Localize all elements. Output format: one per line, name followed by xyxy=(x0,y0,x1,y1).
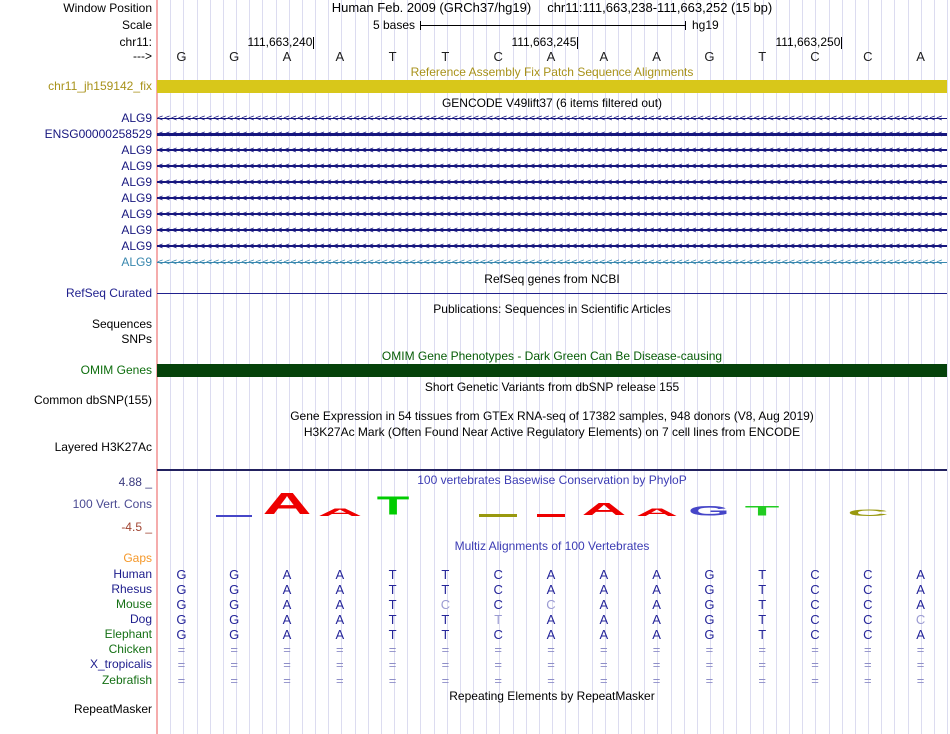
alignment-base: C xyxy=(810,597,820,612)
alignment-base: = xyxy=(177,657,186,672)
alignment-base: = xyxy=(494,673,502,688)
alignment-base: = xyxy=(547,673,555,688)
sequence-base: A xyxy=(546,49,556,64)
alignment-base: C xyxy=(863,582,873,597)
gene-strand-arrows[interactable]: <<<<<<<<<<<<<<<<<<<<<<<<<<<<<<<<<<<<<<<<<<<<<<<<<<<<<<<<<<<<<<<<<<<<<<<<<<<<<<<<<<<<<<<<<<<<<<<<<<<<<<<<<<<<<<<< xyxy=(157,257,944,268)
alignment-base: C xyxy=(863,627,873,642)
logo-base-A xyxy=(537,514,565,517)
alignment-base: G xyxy=(176,612,187,627)
assembly-position-title xyxy=(157,1,947,14)
alignment-base: T xyxy=(441,567,450,582)
gene-row-label[interactable]: ALG9 xyxy=(121,159,152,173)
alignment-base: C xyxy=(863,612,873,627)
alignment-base: G xyxy=(704,627,715,642)
phylop-row-label[interactable]: 100 Vert. Cons xyxy=(72,497,152,511)
alignment-base: C xyxy=(810,582,820,597)
alignment-base: T xyxy=(494,612,503,627)
scale-bar-right-tick xyxy=(685,21,686,30)
alignment-base: = xyxy=(600,657,608,672)
gene-strand-arrows[interactable]: <<<<<<<<<<<<<<<<<<<<<<<<<<<<<<<<<<<<<<<<<<<<<<<<<<<<<<<<<<<<<<<<<<<<<<<<<<<<<<<<<<<<<<<<<<<<<<<<<<<<<<<<<<<<<<<< xyxy=(157,129,944,140)
alignment-base: A xyxy=(335,627,345,642)
alignment-base: A xyxy=(599,582,609,597)
gene-strand-arrows[interactable]: <<<<<<<<<<<<<<<<<<<<<<<<<<<<<<<<<<<<<<<<<<<<<<<<<<<<<<<<<<<<<<<<<<<<<<<<<<<<<<<<<<<<<<<<<<<<<<<<<<<<<<<<<<<<<<<< xyxy=(157,193,944,204)
species-label-x_tropicalis[interactable]: X_tropicalis xyxy=(89,657,152,671)
logo-base-G xyxy=(216,515,252,517)
gene-strand-arrows[interactable]: <<<<<<<<<<<<<<<<<<<<<<<<<<<<<<<<<<<<<<<<<<<<<<<<<<<<<<<<<<<<<<<<<<<<<<<<<<<<<<<<<<<<<<<<<<<<<<<<<<<<<<<<<<<<<<<< xyxy=(157,209,944,220)
ruler-tick-label: 111,663,250 xyxy=(775,35,841,49)
sequence-base: C xyxy=(810,49,820,64)
gene-row-label[interactable]: ALG9 xyxy=(121,207,152,221)
alignment-base: C xyxy=(493,627,503,642)
alignment-base: T xyxy=(441,612,450,627)
strand-direction-label[interactable]: ---> xyxy=(133,49,152,63)
phylop-min-value: -4.5 _ xyxy=(121,520,152,534)
repeatmasker-row-label[interactable]: RepeatMasker xyxy=(73,702,152,716)
genome-label: hg19 xyxy=(692,18,719,32)
alignment-base: = xyxy=(230,657,238,672)
ruler-tickmark xyxy=(577,37,578,49)
logo-base-C xyxy=(479,514,517,517)
dbsnp-track-title[interactable]: Short Genetic Variants from dbSNP release 155 xyxy=(424,380,680,394)
alignment-base: = xyxy=(547,657,555,672)
conservation-logo[interactable] xyxy=(155,480,947,522)
ruler-tick-label: 111,663,245 xyxy=(511,35,577,49)
alignment-base: G xyxy=(229,612,240,627)
phylop-max-value: 4.88 _ xyxy=(118,475,152,489)
alignment-base: A xyxy=(335,567,345,582)
alignment-base: A xyxy=(916,627,925,642)
alignment-base: G xyxy=(704,582,715,597)
alignment-base: = xyxy=(705,657,714,672)
alignment-base: = xyxy=(652,673,661,688)
logo-base-T: T xyxy=(376,492,409,521)
alignment-base: C xyxy=(440,597,451,612)
omim-track-title[interactable]: OMIM Gene Phenotypes - Dark Green Can Be Disease-causing xyxy=(381,349,723,363)
species-label-dog[interactable]: Dog xyxy=(129,612,152,626)
alignment-base: T xyxy=(441,627,450,642)
alignment-base: = xyxy=(177,642,186,657)
alignment-base: A xyxy=(599,597,609,612)
alignment-base: G xyxy=(704,597,715,612)
alignment-base: = xyxy=(177,673,186,688)
gene-strand-arrows[interactable]: <<<<<<<<<<<<<<<<<<<<<<<<<<<<<<<<<<<<<<<<<<<<<<<<<<<<<<<<<<<<<<<<<<<<<<<<<<<<<<<<<<<<<<<<<<<<<<<<<<<<<<<<<<<<<<<< xyxy=(157,177,944,188)
refseq-curated-label[interactable]: RefSeq Curated xyxy=(65,286,152,300)
sequences-row-label[interactable]: Sequences xyxy=(91,317,152,331)
fix-patch-row-label[interactable]: chr11_jh159142_fix xyxy=(48,79,152,93)
ruler-tickmark xyxy=(313,37,314,49)
alignment-base: = xyxy=(705,673,714,688)
gene-row-label[interactable]: ALG9 xyxy=(121,111,152,125)
scale-label: Scale xyxy=(121,18,152,32)
multiz-gaps-label[interactable]: Gaps xyxy=(123,551,152,565)
logo-base-A: A xyxy=(317,506,363,519)
alignment-base: C xyxy=(810,567,820,582)
fix-patch-track-title[interactable]: Reference Assembly Fix Patch Sequence Alignments xyxy=(410,65,694,79)
alignment-base: = xyxy=(388,673,397,688)
alignment-base: G xyxy=(229,582,240,597)
alignment-base: = xyxy=(283,673,291,688)
alignment-base: G xyxy=(176,567,187,582)
sequence-base: G xyxy=(176,49,187,64)
snps-row-label[interactable]: SNPs xyxy=(121,332,152,346)
gene-strand-arrows[interactable]: <<<<<<<<<<<<<<<<<<<<<<<<<<<<<<<<<<<<<<<<<<<<<<<<<<<<<<<<<<<<<<<<<<<<<<<<<<<<<<<<<<<<<<<<<<<<<<<<<<<<<<<<<<<<<<<< xyxy=(157,161,944,172)
alignment-base: C xyxy=(915,612,926,627)
chrom-label: chr11: xyxy=(119,35,152,49)
alignment-base: G xyxy=(704,612,715,627)
alignment-base: A xyxy=(282,627,292,642)
sequence-base: G xyxy=(229,49,240,64)
gene-row-label[interactable]: ALG9 xyxy=(121,175,152,189)
alignment-base: = xyxy=(336,642,344,657)
common-dbsnp-label[interactable]: Common dbSNP(155) xyxy=(33,393,152,407)
species-label-mouse[interactable]: Mouse xyxy=(115,597,152,611)
alignment-base: = xyxy=(705,642,714,657)
alignment-base: = xyxy=(600,642,608,657)
alignment-base: = xyxy=(230,673,238,688)
alignment-base: A xyxy=(282,567,292,582)
alignment-base: A xyxy=(652,567,661,582)
alignment-base: T xyxy=(388,612,397,627)
alignment-base: G xyxy=(176,627,187,642)
repeatmasker-track-title[interactable]: Repeating Elements by RepeatMasker xyxy=(449,689,655,703)
gene-strand-arrows[interactable]: <<<<<<<<<<<<<<<<<<<<<<<<<<<<<<<<<<<<<<<<<<<<<<<<<<<<<<<<<<<<<<<<<<<<<<<<<<<<<<<<<<<<<<<<<<<<<<<<<<<<<<<<<<<<<<<< xyxy=(157,241,944,252)
gene-strand-arrows[interactable]: <<<<<<<<<<<<<<<<<<<<<<<<<<<<<<<<<<<<<<<<<<<<<<<<<<<<<<<<<<<<<<<<<<<<<<<<<<<<<<<<<<<<<<<<<<<<<<<<<<<<<<<<<<<<<<<< xyxy=(157,145,944,156)
alignment-base: T xyxy=(758,582,767,597)
alignment-base: A xyxy=(599,627,609,642)
alignment-base: = xyxy=(864,642,872,657)
alignment-base: A xyxy=(282,582,292,597)
logo-base-G: G xyxy=(688,503,731,520)
window-position-label: Window Position xyxy=(63,1,152,15)
alignment-base: A xyxy=(916,597,925,612)
sequence-base: A xyxy=(916,49,925,64)
alignment-base: = xyxy=(811,673,819,688)
alignment-base: = xyxy=(494,642,502,657)
alignment-base: T xyxy=(388,627,397,642)
alignment-base: G xyxy=(704,567,715,582)
gencode-track-title[interactable]: GENCODE V49lift37 (6 items filtered out) xyxy=(441,96,663,110)
omim-genes-label[interactable]: OMIM Genes xyxy=(80,363,152,377)
phylop-track-title[interactable]: 100 vertebrates Basewise Conservation by PhyloP xyxy=(417,473,687,487)
gene-strand-arrows[interactable]: <<<<<<<<<<<<<<<<<<<<<<<<<<<<<<<<<<<<<<<<<<<<<<<<<<<<<<<<<<<<<<<<<<<<<<<<<<<<<<<<<<<<<<<<<<<<<<<<<<<<<<<<<<<<<<<< xyxy=(157,225,944,236)
alignment-base: = xyxy=(758,657,766,672)
gene-row-label[interactable]: ENSG00000258529 xyxy=(44,127,152,141)
alignment-base: A xyxy=(335,582,345,597)
logo-base-C: C xyxy=(847,507,889,519)
scale-bar xyxy=(420,25,686,26)
alignment-base: A xyxy=(546,567,556,582)
gene-row-label[interactable]: ALG9 xyxy=(121,223,152,237)
sequence-base: C xyxy=(493,49,503,64)
alignment-base: G xyxy=(229,627,240,642)
alignment-base: = xyxy=(336,657,344,672)
alignment-base: A xyxy=(546,627,556,642)
alignment-base: A xyxy=(652,597,661,612)
alignment-base: C xyxy=(810,612,820,627)
species-label-rhesus[interactable]: Rhesus xyxy=(111,582,152,596)
alignment-base: T xyxy=(758,612,767,627)
alignment-base: G xyxy=(176,597,187,612)
alignment-base: = xyxy=(758,673,766,688)
sequence-base: T xyxy=(441,49,450,64)
alignment-base: A xyxy=(916,582,925,597)
alignment-base: A xyxy=(916,567,925,582)
alignment-base: C xyxy=(810,627,820,642)
sequence-base: G xyxy=(704,49,715,64)
alignment-base: T xyxy=(388,567,397,582)
alignment-base: C xyxy=(863,567,873,582)
logo-base-T: T xyxy=(744,503,780,520)
logo-base-A: A xyxy=(262,488,312,522)
alignment-base: = xyxy=(283,642,291,657)
gene-row-label[interactable]: ALG9 xyxy=(121,255,152,269)
alignment-base: A xyxy=(335,612,345,627)
ruler-tick-label: 111,663,240 xyxy=(247,35,313,49)
alignment-base: = xyxy=(864,673,872,688)
alignment-base: T xyxy=(758,597,767,612)
alignment-base: A xyxy=(335,597,345,612)
alignment-base: A xyxy=(546,582,556,597)
alignment-base: C xyxy=(863,597,873,612)
assembly-name: Human Feb. 2009 (GRCh37/hg19) xyxy=(331,0,532,15)
position-range: chr11:111,663,238-111,663,252 (15 bp) xyxy=(547,0,773,15)
layered-h3k27ac-label[interactable]: Layered H3K27Ac xyxy=(54,440,152,454)
alignment-base: = xyxy=(388,657,397,672)
gtex-track-title[interactable]: Gene Expression in 54 tissues from GTEx RNA-seq of 17382 samples, 948 donors (V8, Aug 2019) xyxy=(290,409,814,423)
alignment-base: = xyxy=(811,642,819,657)
h3k27ac-track-title[interactable]: H3K27Ac Mark (Often Found Near Active Regulatory Elements) on 7 cell lines from ENCODE xyxy=(303,425,801,439)
alignment-base: = xyxy=(811,657,819,672)
sequence-base: A xyxy=(652,49,661,64)
alignment-base: C xyxy=(493,582,503,597)
publications-track-title[interactable]: Publications: Sequences in Scientific Articles xyxy=(433,302,671,316)
alignment-base: = xyxy=(916,657,925,672)
alignment-base: A xyxy=(599,612,609,627)
alignment-base: = xyxy=(283,657,291,672)
gene-row-label[interactable]: ALG9 xyxy=(121,191,152,205)
alignment-base: = xyxy=(916,642,925,657)
alignment-base: = xyxy=(652,657,661,672)
alignment-base: = xyxy=(441,673,450,688)
alignment-base: = xyxy=(916,673,925,688)
alignment-base: A xyxy=(282,612,292,627)
species-label-zebrafish[interactable]: Zebrafish xyxy=(101,673,152,687)
alignment-base: A xyxy=(652,582,661,597)
gene-row-label[interactable]: ALG9 xyxy=(121,239,152,253)
alignment-base: = xyxy=(388,642,397,657)
alignment-base: G xyxy=(176,582,187,597)
alignment-base: = xyxy=(864,657,872,672)
alignment-base: = xyxy=(547,642,555,657)
species-label-human[interactable]: Human xyxy=(113,567,152,581)
species-label-elephant[interactable]: Elephant xyxy=(104,627,152,641)
sequence-base: T xyxy=(758,49,767,64)
alignment-base: A xyxy=(652,627,661,642)
alignment-base: C xyxy=(493,567,503,582)
track-divider-line xyxy=(157,469,947,471)
alignment-base: T xyxy=(388,582,397,597)
gridline xyxy=(947,0,948,734)
refseq-curated-line[interactable] xyxy=(157,293,947,294)
multiz-track-title[interactable]: Multiz Alignments of 100 Vertebrates xyxy=(454,539,650,553)
scale-value: 5 bases xyxy=(372,18,415,32)
ruler-tickmark xyxy=(841,37,842,49)
alignment-base: A xyxy=(546,612,556,627)
alignment-base: C xyxy=(546,597,556,612)
alignment-base: T xyxy=(441,582,450,597)
sequence-base: A xyxy=(335,49,345,64)
refseq-track-title[interactable]: RefSeq genes from NCBI xyxy=(484,272,620,286)
sequence-base: A xyxy=(599,49,609,64)
scale-bar-left-tick xyxy=(420,21,421,30)
alignment-base: = xyxy=(336,673,344,688)
fix-patch-bar[interactable] xyxy=(157,80,947,93)
gene-strand-arrows[interactable]: <<<<<<<<<<<<<<<<<<<<<<<<<<<<<<<<<<<<<<<<<<<<<<<<<<<<<<<<<<<<<<<<<<<<<<<<<<<<<<<<<<<<<<<<<<<<<<<<<<<<<<<<<<<<<<<< xyxy=(157,113,944,124)
alignment-base: T xyxy=(758,627,767,642)
alignment-base: = xyxy=(230,642,238,657)
alignment-base: = xyxy=(441,657,450,672)
alignment-base: T xyxy=(388,597,397,612)
omim-genes-bar[interactable] xyxy=(157,364,947,377)
species-label-chicken[interactable]: Chicken xyxy=(108,642,152,656)
alignment-base: G xyxy=(229,597,240,612)
logo-base-A: A xyxy=(635,506,678,519)
alignment-base: = xyxy=(441,642,450,657)
alignment-base: = xyxy=(600,673,608,688)
logo-base-A: A xyxy=(581,499,627,520)
alignment-base: = xyxy=(652,642,661,657)
sequence-base: C xyxy=(863,49,873,64)
alignment-base: = xyxy=(494,657,502,672)
alignment-base: = xyxy=(758,642,766,657)
alignment-base: A xyxy=(282,597,292,612)
alignment-base: A xyxy=(599,567,609,582)
alignment-base: C xyxy=(493,597,503,612)
alignment-base: T xyxy=(758,567,767,582)
gene-row-label[interactable]: ALG9 xyxy=(121,143,152,157)
alignment-base: G xyxy=(229,567,240,582)
sequence-base: A xyxy=(282,49,292,64)
sequence-base: T xyxy=(388,49,397,64)
alignment-base: A xyxy=(652,612,661,627)
